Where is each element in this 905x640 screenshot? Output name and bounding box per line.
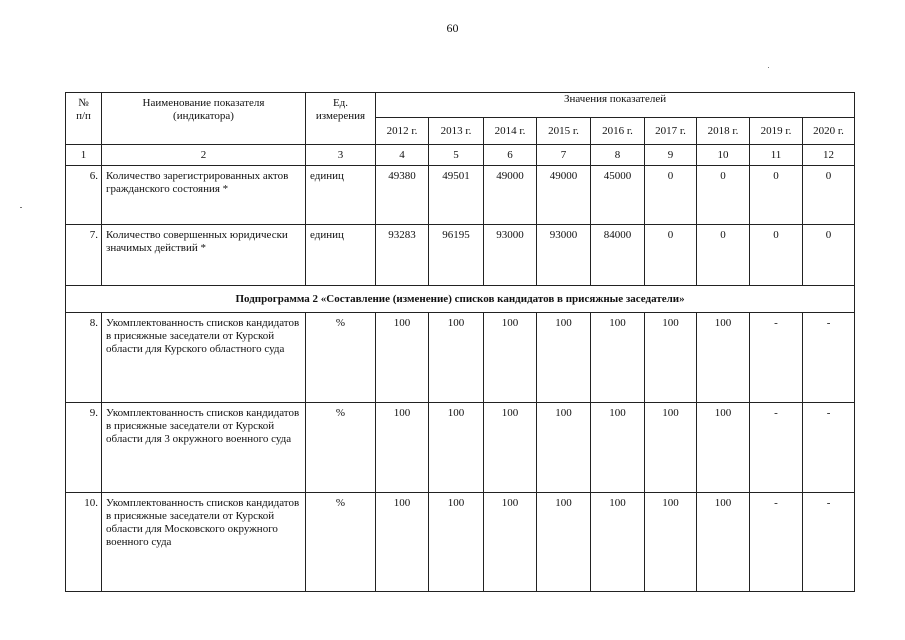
value-cell: 100 (429, 493, 484, 592)
subprogram-row (66, 286, 855, 313)
header-values-group: Значения показателей (376, 93, 855, 118)
value-cell: 0 (645, 225, 697, 286)
header-year: 2016 г. (591, 118, 645, 145)
value-cell: 0 (750, 225, 803, 286)
value-cell: 93283 (376, 225, 429, 286)
value-cell: 100 (591, 313, 645, 403)
value-cell: 100 (697, 313, 750, 403)
value-cell: 100 (697, 493, 750, 592)
scan-speck-right (768, 67, 769, 68)
indicator-name: Укомплектованность списков кандидатов в присяжные заседатели от Курской области для Курского областного суда (102, 313, 306, 403)
header-year: 2018 г. (697, 118, 750, 145)
header-year: 2015 г. (537, 118, 591, 145)
column-numbers-row (66, 145, 855, 166)
table-row (66, 166, 855, 225)
row-number: 10. (66, 493, 102, 592)
value-cell: 100 (484, 403, 537, 493)
header-unit: Ед. измерения (306, 93, 376, 145)
value-cell: 0 (803, 166, 855, 225)
value-cell: - (750, 403, 803, 493)
column-number: 1 (66, 145, 102, 166)
value-cell: 49000 (537, 166, 591, 225)
value-cell: 93000 (484, 225, 537, 286)
value-cell: 0 (750, 166, 803, 225)
header-name: Наименование показателя (индикатора) (102, 93, 306, 145)
value-cell: - (803, 313, 855, 403)
column-number: 3 (306, 145, 376, 166)
subprogram-title: Подпрограмма 2 «Составление (изменение) списков кандидатов в присяжные заседатели» (66, 286, 855, 313)
value-cell: 100 (429, 403, 484, 493)
indicator-name: Количество зарегистрированных актов гражданского состояния * (102, 166, 306, 225)
value-cell: 100 (537, 493, 591, 592)
header-year: 2017 г. (645, 118, 697, 145)
value-cell: 84000 (591, 225, 645, 286)
scan-speck-left (20, 207, 22, 208)
column-number: 4 (376, 145, 429, 166)
unit-cell: % (306, 493, 376, 592)
value-cell: - (803, 493, 855, 592)
page-number: 60 (446, 21, 459, 35)
row-number: 6. (66, 166, 102, 225)
value-cell: - (803, 403, 855, 493)
value-cell: 100 (484, 493, 537, 592)
header-year: 2013 г. (429, 118, 484, 145)
value-cell: - (750, 493, 803, 592)
value-cell: 100 (537, 313, 591, 403)
value-cell: 100 (537, 403, 591, 493)
column-number: 6 (484, 145, 537, 166)
table-row (66, 403, 855, 493)
header-year: 2012 г. (376, 118, 429, 145)
value-cell: 96195 (429, 225, 484, 286)
table-row (66, 493, 855, 592)
header-num: № п/п (66, 93, 102, 145)
value-cell: 93000 (537, 225, 591, 286)
unit-cell: % (306, 313, 376, 403)
value-cell: 49501 (429, 166, 484, 225)
value-cell: 100 (591, 403, 645, 493)
unit-cell: единиц (306, 166, 376, 225)
column-number: 11 (750, 145, 803, 166)
value-cell: 100 (591, 493, 645, 592)
value-cell: 100 (376, 313, 429, 403)
row-number: 9. (66, 403, 102, 493)
value-cell: 0 (803, 225, 855, 286)
header-year: 2020 г. (803, 118, 855, 145)
value-cell: 49000 (484, 166, 537, 225)
value-cell: 100 (645, 403, 697, 493)
indicators-table (65, 92, 855, 592)
column-number: 8 (591, 145, 645, 166)
unit-cell: единиц (306, 225, 376, 286)
value-cell: 0 (645, 166, 697, 225)
value-cell: 0 (697, 225, 750, 286)
table-row (66, 313, 855, 403)
column-number: 9 (645, 145, 697, 166)
unit-cell: % (306, 403, 376, 493)
value-cell: - (750, 313, 803, 403)
value-cell: 100 (376, 403, 429, 493)
indicator-name: Количество совершенных юридически значимых действий * (102, 225, 306, 286)
value-cell: 100 (645, 493, 697, 592)
column-number: 12 (803, 145, 855, 166)
value-cell: 45000 (591, 166, 645, 225)
row-number: 7. (66, 225, 102, 286)
column-number: 10 (697, 145, 750, 166)
column-number: 5 (429, 145, 484, 166)
header-year: 2019 г. (750, 118, 803, 145)
column-number: 7 (537, 145, 591, 166)
value-cell: 49380 (376, 166, 429, 225)
value-cell: 100 (376, 493, 429, 592)
header-year: 2014 г. (484, 118, 537, 145)
value-cell: 100 (697, 403, 750, 493)
indicator-name: Укомплектованность списков кандидатов в присяжные заседатели от Курской области для Московского окружного военного суда (102, 493, 306, 592)
value-cell: 0 (697, 166, 750, 225)
table-row (66, 225, 855, 286)
value-cell: 100 (484, 313, 537, 403)
column-number: 2 (102, 145, 306, 166)
header-row (66, 93, 855, 118)
indicator-name: Укомплектованность списков кандидатов в присяжные заседатели от Курской области для 3 окружного военного суда (102, 403, 306, 493)
row-number: 8. (66, 313, 102, 403)
value-cell: 100 (429, 313, 484, 403)
value-cell: 100 (645, 313, 697, 403)
